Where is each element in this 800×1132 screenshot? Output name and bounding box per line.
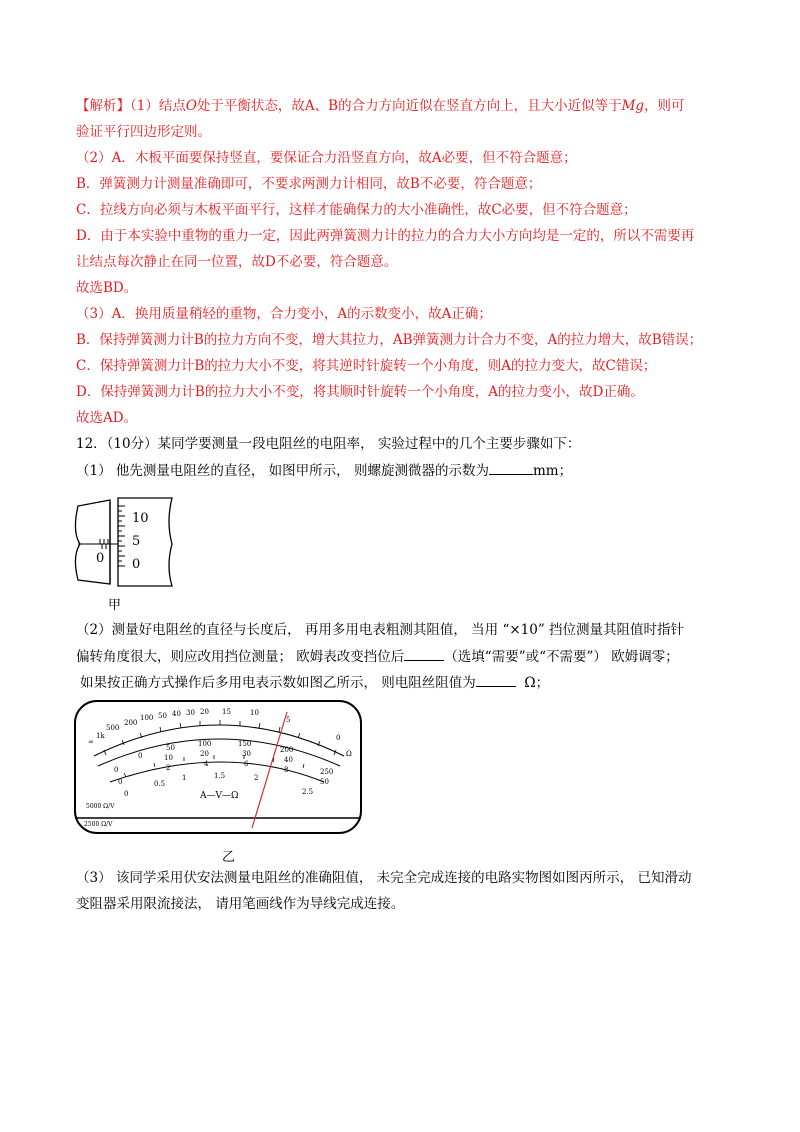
ohm-label-5: 5 bbox=[286, 716, 291, 724]
dc-upper-150: 150 bbox=[238, 740, 252, 748]
sensitivity-1: 5000 Ω/V bbox=[86, 803, 115, 810]
dc-lower-0: 0 bbox=[118, 778, 123, 786]
sensitivity-2: 2500 Ω/V bbox=[84, 821, 113, 828]
ohm-label-15: 15 bbox=[222, 708, 231, 716]
analysis-line-7: 让结点每次静止在同一位置，故D不必要，符合题意。 bbox=[76, 254, 398, 270]
analysis-line-9: （3）A．换用质量稍轻的重物，合力变小，A的示数变小，故A正确； bbox=[76, 306, 492, 322]
dc-upper-0: 0 bbox=[138, 752, 143, 760]
ohm-label-inf: ∞ bbox=[88, 738, 94, 746]
ohm-label-20: 20 bbox=[200, 708, 209, 716]
figure-caption-yi: 乙 bbox=[222, 850, 236, 865]
analysis-line-11: C．保持弹簧测力计B的拉力大小不变，将其逆时针旋转一个小角度，则A的拉力变大，故C错误； bbox=[76, 358, 657, 374]
analysis-line-12: D．保持弹簧测力计B的拉力大小不变，将其顺时针旋转一个小角度，A的拉力变小，故D正确。 bbox=[76, 384, 644, 400]
analysis-tag: 【解析】 bbox=[76, 98, 130, 114]
analysis-line-2: 验证平行四边形定则。 bbox=[76, 124, 211, 140]
q12-step1: （1） 他先测量电阻丝的直径， 如图甲所示， 则螺旋测微器的示数为 mm； bbox=[76, 460, 572, 481]
q12-step2-line1: （2）测量好电阻丝的直径与长度后， 再用多用电表粗测其阻值， 当用 “×10” 挡位测量其阻值时指针 bbox=[76, 622, 685, 638]
figure-caption-jia: 甲 bbox=[108, 598, 122, 613]
dial-center-label: A—V—Ω bbox=[200, 791, 239, 801]
ohm-label-unit: Ω bbox=[346, 750, 352, 758]
ohm-label-30: 30 bbox=[186, 709, 195, 717]
ac-label-2: 2 bbox=[254, 774, 259, 782]
analysis-line-13: 故选AD。 bbox=[76, 410, 138, 426]
dc-upper-250: 250 bbox=[320, 768, 334, 776]
dc-lower-2: 2 bbox=[166, 764, 171, 772]
ohm-label-500: 500 bbox=[106, 724, 120, 732]
dc-mid-10: 10 bbox=[164, 754, 173, 762]
analysis-line-1: 【解析】（1）结点O处于平衡状态，故A、B的合力方向近似在竖直方向上，且大小近似等于Mg，则可 bbox=[76, 98, 685, 114]
ohm-label-200: 200 bbox=[124, 719, 138, 727]
dc-lower-8: 8 bbox=[284, 766, 289, 774]
q12-step3-line2: 变阻器采用限流接法， 请用笔画线作为导线完成连接。 bbox=[76, 896, 405, 912]
ohm-label-50: 50 bbox=[158, 712, 167, 720]
ohm-label-100: 100 bbox=[140, 714, 154, 722]
ac-label-1-5: 1.5 bbox=[214, 772, 226, 780]
dc-lower-4: 4 bbox=[204, 760, 209, 768]
dc-mid-40: 40 bbox=[284, 756, 293, 764]
tick-label-0: 0 bbox=[132, 557, 141, 572]
answer-blank-1[interactable] bbox=[489, 460, 533, 475]
sleeve-zero: 0 bbox=[96, 551, 105, 566]
dial-needle bbox=[252, 712, 287, 828]
dc-upper-50: 50 bbox=[166, 744, 175, 752]
answer-blank-2[interactable] bbox=[404, 646, 444, 661]
ac-label-2-5: 2.5 bbox=[302, 788, 314, 796]
ac-label-0: 0 bbox=[124, 790, 129, 798]
q12-intro: 12．（10分）某同学要测量一段电阻丝的电阻率， 实验过程中的几个主要步骤如下： bbox=[76, 436, 581, 452]
tick-label-10: 10 bbox=[132, 511, 149, 526]
ac-label-1: 1 bbox=[182, 774, 187, 782]
multimeter-dial-figure bbox=[74, 700, 364, 835]
micrometer-figure bbox=[70, 492, 190, 592]
dc-mid-30: 30 bbox=[242, 750, 251, 758]
analysis-line-3: （2）A．木板平面要保持竖直，要保证合力沿竖直方向，故A必要，但不符合题意； bbox=[76, 150, 577, 166]
tick-label-5: 5 bbox=[132, 534, 141, 549]
dc-mid-50: 50 bbox=[320, 778, 329, 786]
ac-label-0-5: 0.5 bbox=[154, 780, 166, 788]
dc-mid-20: 20 bbox=[200, 750, 209, 758]
q12-step2-line2: 偏转角度很大，则应改用挡位测量； 欧姆表改变挡位后 （选填“需要”或“不需要”） 欧姆调零； bbox=[76, 646, 679, 667]
q12-step2-line3: 如果按正确方式操作后多用电表示数如图乙所示， 则电阻丝阻值为 Ω； bbox=[80, 672, 549, 693]
ohm-label-1k: 1k bbox=[96, 732, 105, 740]
dc-mid-0: 0 bbox=[114, 766, 119, 774]
dc-upper-200: 200 bbox=[280, 746, 294, 754]
ohm-label-0: 0 bbox=[336, 734, 341, 742]
analysis-line-6: D．由于本实验中重物的重力一定，因此两弹簧测力计的拉力的合力大小方向均是一定的，所以不需要再 bbox=[76, 228, 695, 244]
dc-upper-100: 100 bbox=[198, 740, 212, 748]
dc-lower-6: 6 bbox=[244, 760, 249, 768]
answer-blank-3[interactable] bbox=[476, 672, 516, 687]
q12-step3-line1: （3） 该同学采用伏安法测量电阻丝的准确阻值， 未完全完成连接的电路实物图如图丙所示， 已知滑动 bbox=[76, 870, 692, 886]
ohm-label-40: 40 bbox=[172, 710, 181, 718]
analysis-line-10: B．保持弹簧测力计B的拉力方向不变，增大其拉力，AB弹簧测力计合力不变，A的拉力增大，故B错误； bbox=[76, 332, 703, 348]
analysis-line-8: 故选BD。 bbox=[76, 280, 138, 296]
analysis-line-5: C．拉线方向必须与木板平面平行，这样才能确保力的大小准确性，故C必要，但不符合题意； bbox=[76, 202, 637, 218]
ohm-label-10: 10 bbox=[250, 709, 259, 717]
analysis-line-4: B．弹簧测力计测量准确即可，不要求两测力计相同，故B不必要，符合题意； bbox=[76, 176, 542, 192]
